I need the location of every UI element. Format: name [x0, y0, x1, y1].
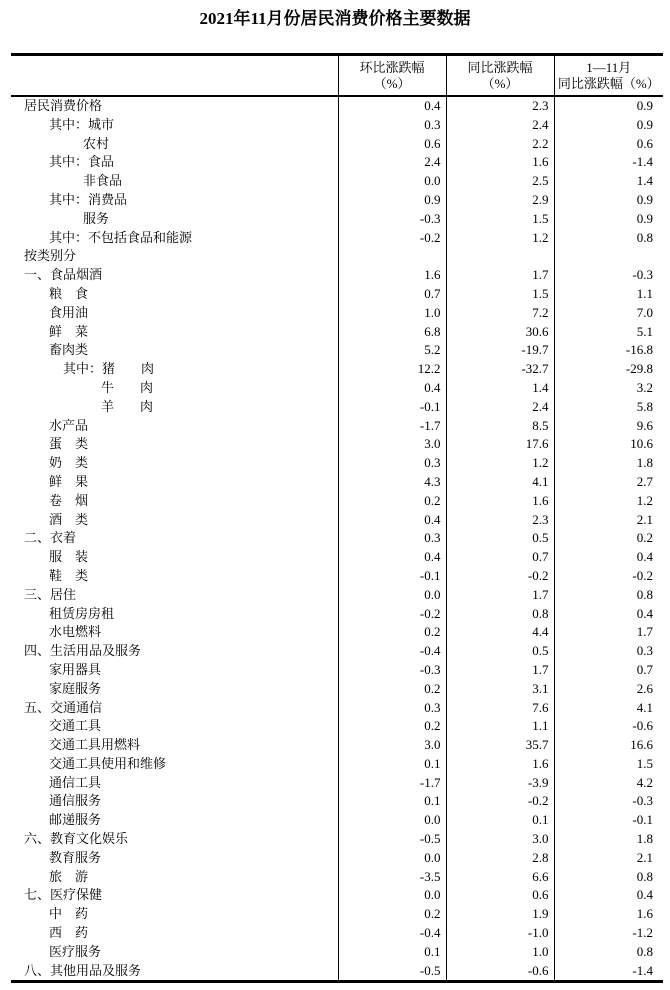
- row-label: 交通工具使用和维修: [49, 755, 167, 771]
- column-header-line2: 同比涨跌幅（%）: [557, 75, 660, 91]
- row-value: 0.4: [554, 548, 663, 567]
- table-row: [11, 811, 663, 830]
- table-row: [11, 736, 663, 755]
- row-label: 水产品: [49, 417, 89, 433]
- row-label: 租赁房房租: [49, 605, 115, 621]
- row-label: 其中：不包括食品和能源: [49, 229, 193, 245]
- row-value: 4.3: [338, 473, 446, 492]
- row-value: -0.3: [338, 210, 446, 229]
- row-label: 其中：食品: [49, 154, 115, 170]
- column-header-line2: （%）: [373, 75, 411, 91]
- row-value: 1.1: [554, 285, 663, 304]
- row-value: 0.8: [446, 605, 554, 624]
- row-value: 1.6: [554, 905, 663, 924]
- table-row: [11, 849, 663, 868]
- row-value: 17.6: [446, 435, 554, 454]
- row-value: 1.5: [554, 755, 663, 774]
- row-label: 其中：猪 肉: [63, 361, 155, 377]
- row-value: 2.8: [446, 849, 554, 868]
- row-value: 2.1: [554, 849, 663, 868]
- row-value: 12.2: [338, 360, 446, 379]
- row-value: 0.4: [554, 886, 663, 905]
- row-value: 1.5: [446, 285, 554, 304]
- column-header-line1: 1—11月: [586, 59, 632, 75]
- row-value: 1.7: [446, 586, 554, 605]
- row-value: 0.5: [446, 642, 554, 661]
- row-value: 0.0: [338, 886, 446, 905]
- row-value: [446, 247, 554, 266]
- table-row: [11, 755, 663, 774]
- row-label: 其中：城市: [49, 116, 115, 132]
- table-row: [11, 586, 663, 605]
- table-row: [11, 172, 663, 191]
- table-row: [11, 191, 663, 210]
- row-value: 1.9: [446, 905, 554, 924]
- row-label: 西 药: [49, 925, 89, 941]
- row-value: -0.4: [338, 642, 446, 661]
- row-label: 七、医疗保健: [24, 887, 103, 903]
- table-row: [11, 699, 663, 718]
- row-label: 其中：消费品: [49, 191, 128, 207]
- table-row: [11, 605, 663, 624]
- row-value: -0.2: [554, 567, 663, 586]
- row-label: 服务: [83, 210, 110, 226]
- table-row: [11, 398, 663, 417]
- table-row: [11, 924, 663, 943]
- column-header-yoy-change: [446, 55, 554, 97]
- cpi-table: [11, 53, 663, 983]
- row-value: 0.1: [338, 943, 446, 962]
- table-row: [11, 454, 663, 473]
- row-value: 3.0: [446, 830, 554, 849]
- row-value: 0.7: [338, 285, 446, 304]
- row-value: 6.8: [338, 323, 446, 342]
- row-label: 邮递服务: [49, 812, 102, 828]
- row-value: 2.4: [446, 398, 554, 417]
- row-value: 0.9: [554, 96, 663, 116]
- row-value: 0.1: [446, 811, 554, 830]
- row-value: 0.9: [338, 191, 446, 210]
- table-row: [11, 135, 663, 154]
- table-row: [11, 492, 663, 511]
- table-row: [11, 323, 663, 342]
- corner-cell: [11, 55, 338, 97]
- row-label: 八、其他用品及服务: [24, 962, 142, 978]
- row-label: 酒 类: [49, 511, 89, 527]
- row-value: 0.9: [554, 191, 663, 210]
- row-value: 0.2: [338, 905, 446, 924]
- row-value: 0.3: [338, 529, 446, 548]
- column-header-line1: 环比涨跌幅: [359, 59, 425, 75]
- row-value: 4.1: [446, 473, 554, 492]
- row-value: 2.4: [338, 153, 446, 172]
- row-label: 一、食品烟酒: [24, 267, 103, 283]
- row-label: 农村: [83, 135, 110, 151]
- row-value: 2.9: [446, 191, 554, 210]
- column-header-mom-change: [338, 55, 446, 97]
- row-label: 蛋 类: [49, 436, 89, 452]
- row-value: 2.2: [446, 135, 554, 154]
- row-value: [554, 247, 663, 266]
- row-label: 粮 食: [49, 285, 89, 301]
- row-value: 1.7: [446, 661, 554, 680]
- row-value: 2.1: [554, 511, 663, 530]
- row-value: -0.3: [338, 661, 446, 680]
- row-value: -0.5: [338, 830, 446, 849]
- row-value: 8.5: [446, 417, 554, 436]
- row-label: 交通工具: [49, 718, 102, 734]
- row-value: 0.2: [338, 717, 446, 736]
- row-value: 0.3: [554, 642, 663, 661]
- row-value: 0.4: [338, 511, 446, 530]
- row-label: 奶 类: [49, 455, 89, 471]
- row-value: -1.7: [338, 417, 446, 436]
- row-value: 0.4: [338, 548, 446, 567]
- row-label: 牛 肉: [101, 379, 154, 395]
- table-row: [11, 548, 663, 567]
- row-label: 家用器具: [49, 661, 102, 677]
- row-value: 6.6: [446, 868, 554, 887]
- row-value: 0.2: [338, 623, 446, 642]
- row-value: 1.2: [554, 492, 663, 511]
- column-header-line2: （%）: [481, 75, 519, 91]
- row-value: 16.6: [554, 736, 663, 755]
- table-row: [11, 435, 663, 454]
- row-value: 0.4: [338, 96, 446, 116]
- row-label: 交通工具用燃料: [49, 737, 141, 753]
- table-row: [11, 473, 663, 492]
- row-value: 1.7: [446, 266, 554, 285]
- row-label: 四、生活用品及服务: [24, 643, 142, 659]
- row-value: 0.3: [338, 699, 446, 718]
- row-label: 三、居住: [24, 586, 77, 602]
- row-value: 2.7: [554, 473, 663, 492]
- row-value: 0.2: [338, 680, 446, 699]
- row-value: 1.7: [554, 623, 663, 642]
- table-row: [11, 379, 663, 398]
- row-value: [338, 247, 446, 266]
- row-value: -1.4: [554, 962, 663, 982]
- table-row: [11, 417, 663, 436]
- row-value: 1.4: [446, 379, 554, 398]
- row-label: 鲜 菜: [49, 323, 89, 339]
- row-value: 30.6: [446, 323, 554, 342]
- row-label: 二、衣着: [24, 530, 77, 546]
- row-value: 0.8: [554, 868, 663, 887]
- row-value: 1.2: [446, 229, 554, 248]
- row-value: -0.5: [338, 962, 446, 982]
- row-value: 0.4: [554, 605, 663, 624]
- table-row: [11, 229, 663, 248]
- row-value: 3.1: [446, 680, 554, 699]
- row-value: 0.8: [554, 229, 663, 248]
- row-value: 3.0: [338, 736, 446, 755]
- row-value: 0.6: [554, 135, 663, 154]
- row-value: 7.2: [446, 304, 554, 323]
- header-row: [11, 55, 663, 97]
- table-row: [11, 774, 663, 793]
- row-value: 1.8: [554, 454, 663, 473]
- row-value: 0.1: [338, 792, 446, 811]
- row-value: 1.0: [338, 304, 446, 323]
- row-value: -3.5: [338, 868, 446, 887]
- row-value: 3.0: [338, 435, 446, 454]
- row-value: 2.3: [446, 511, 554, 530]
- row-value: 0.8: [554, 586, 663, 605]
- row-value: -0.2: [338, 605, 446, 624]
- row-label: 鲜 果: [49, 473, 89, 489]
- table-row: [11, 567, 663, 586]
- row-value: 4.1: [554, 699, 663, 718]
- row-value: 0.5: [446, 529, 554, 548]
- row-label: 六、教育文化娱乐: [24, 831, 129, 847]
- row-label: 教育服务: [49, 849, 102, 865]
- row-value: 9.6: [554, 417, 663, 436]
- table-row: [11, 886, 663, 905]
- row-value: 0.8: [554, 943, 663, 962]
- table-row: [11, 210, 663, 229]
- row-value: -1.7: [338, 774, 446, 793]
- row-value: 4.2: [554, 774, 663, 793]
- row-value: 1.2: [446, 454, 554, 473]
- table-row: [11, 247, 663, 266]
- table-row: [11, 792, 663, 811]
- row-label: 羊 肉: [101, 398, 154, 414]
- row-value: 1.1: [446, 717, 554, 736]
- row-value: 7.0: [554, 304, 663, 323]
- table-row: [11, 360, 663, 379]
- row-value: 2.6: [554, 680, 663, 699]
- row-label: 非食品: [83, 173, 123, 189]
- row-value: 0.0: [338, 849, 446, 868]
- row-value: 0.2: [554, 529, 663, 548]
- table-row: [11, 304, 663, 323]
- page-title: 2021年11月份居民消费价格主要数据: [199, 9, 471, 28]
- row-label: 畜肉类: [49, 342, 89, 358]
- row-label: 通信服务: [49, 793, 102, 809]
- table-row: [11, 943, 663, 962]
- row-value: -16.8: [554, 341, 663, 360]
- row-value: 7.6: [446, 699, 554, 718]
- row-label: 服 装: [49, 549, 89, 565]
- table-row: [11, 285, 663, 304]
- row-value: 1.0: [446, 943, 554, 962]
- table-row: [11, 680, 663, 699]
- row-value: -0.4: [338, 924, 446, 943]
- row-value: 0.1: [338, 755, 446, 774]
- row-value: 1.5: [446, 210, 554, 229]
- row-value: 1.4: [554, 172, 663, 191]
- table-row: [11, 529, 663, 548]
- row-value: -19.7: [446, 341, 554, 360]
- table-row: [11, 962, 663, 982]
- row-value: 2.3: [446, 96, 554, 116]
- row-value: 1.8: [554, 830, 663, 849]
- row-value: 1.6: [446, 492, 554, 511]
- row-value: -0.6: [554, 717, 663, 736]
- row-value: 0.0: [338, 811, 446, 830]
- row-value: -0.1: [338, 567, 446, 586]
- row-value: 0.3: [338, 116, 446, 135]
- table-row: [11, 341, 663, 360]
- table-row: [11, 642, 663, 661]
- table-row: [11, 511, 663, 530]
- row-value: 0.9: [554, 116, 663, 135]
- row-value: 1.6: [338, 266, 446, 285]
- row-value: -0.1: [338, 398, 446, 417]
- row-label: 居民消费价格: [24, 98, 103, 113]
- row-value: 0.9: [554, 210, 663, 229]
- column-header-ytd-change: [554, 55, 663, 97]
- table-row: [11, 905, 663, 924]
- row-value: -1.0: [446, 924, 554, 943]
- row-value: 1.6: [446, 153, 554, 172]
- row-value: -0.3: [554, 792, 663, 811]
- row-value: -1.2: [554, 924, 663, 943]
- row-value: 0.6: [446, 886, 554, 905]
- row-value: -32.7: [446, 360, 554, 379]
- table-row: [11, 266, 663, 285]
- row-value: 0.0: [338, 586, 446, 605]
- row-value: 2.4: [446, 116, 554, 135]
- row-value: 0.2: [338, 492, 446, 511]
- row-value: -29.8: [554, 360, 663, 379]
- table-row: [11, 116, 663, 135]
- row-value: -0.1: [554, 811, 663, 830]
- table-body: [11, 96, 663, 982]
- table-row: [11, 717, 663, 736]
- row-label: 旅 游: [49, 868, 89, 884]
- table-row: [11, 661, 663, 680]
- row-value: 0.0: [338, 172, 446, 191]
- row-value: 0.7: [554, 661, 663, 680]
- row-label: 中 药: [49, 906, 89, 922]
- row-value: 4.4: [446, 623, 554, 642]
- row-value: -0.3: [554, 266, 663, 285]
- row-value: -0.2: [446, 567, 554, 586]
- table-row: [11, 623, 663, 642]
- table-row: [11, 153, 663, 172]
- row-value: 35.7: [446, 736, 554, 755]
- row-value: 0.3: [338, 454, 446, 473]
- row-value: 0.4: [338, 379, 446, 398]
- row-label: 水电燃料: [49, 624, 102, 640]
- table-row: [11, 96, 663, 116]
- row-value: 3.2: [554, 379, 663, 398]
- row-value: 10.6: [554, 435, 663, 454]
- table-row: [11, 830, 663, 849]
- row-value: 1.6: [446, 755, 554, 774]
- row-label: 鞋 类: [49, 567, 89, 583]
- row-label: 按类别分: [24, 248, 77, 264]
- row-label: 家庭服务: [49, 680, 102, 696]
- row-value: 5.8: [554, 398, 663, 417]
- row-label: 通信工具: [49, 774, 102, 790]
- row-value: -3.9: [446, 774, 554, 793]
- row-value: 5.1: [554, 323, 663, 342]
- row-value: 0.7: [446, 548, 554, 567]
- table-row: [11, 868, 663, 887]
- row-value: -1.4: [554, 153, 663, 172]
- row-value: 5.2: [338, 341, 446, 360]
- row-value: -0.6: [446, 962, 554, 982]
- row-value: 0.6: [338, 135, 446, 154]
- row-value: -0.2: [446, 792, 554, 811]
- row-label: 五、交通通信: [24, 699, 103, 715]
- column-header-line1: 同比涨跌幅: [467, 59, 533, 75]
- row-value: 2.5: [446, 172, 554, 191]
- row-value: -0.2: [338, 229, 446, 248]
- row-label: 卷 烟: [49, 492, 89, 508]
- row-label: 食用油: [49, 304, 89, 320]
- row-label: 医疗服务: [49, 943, 102, 959]
